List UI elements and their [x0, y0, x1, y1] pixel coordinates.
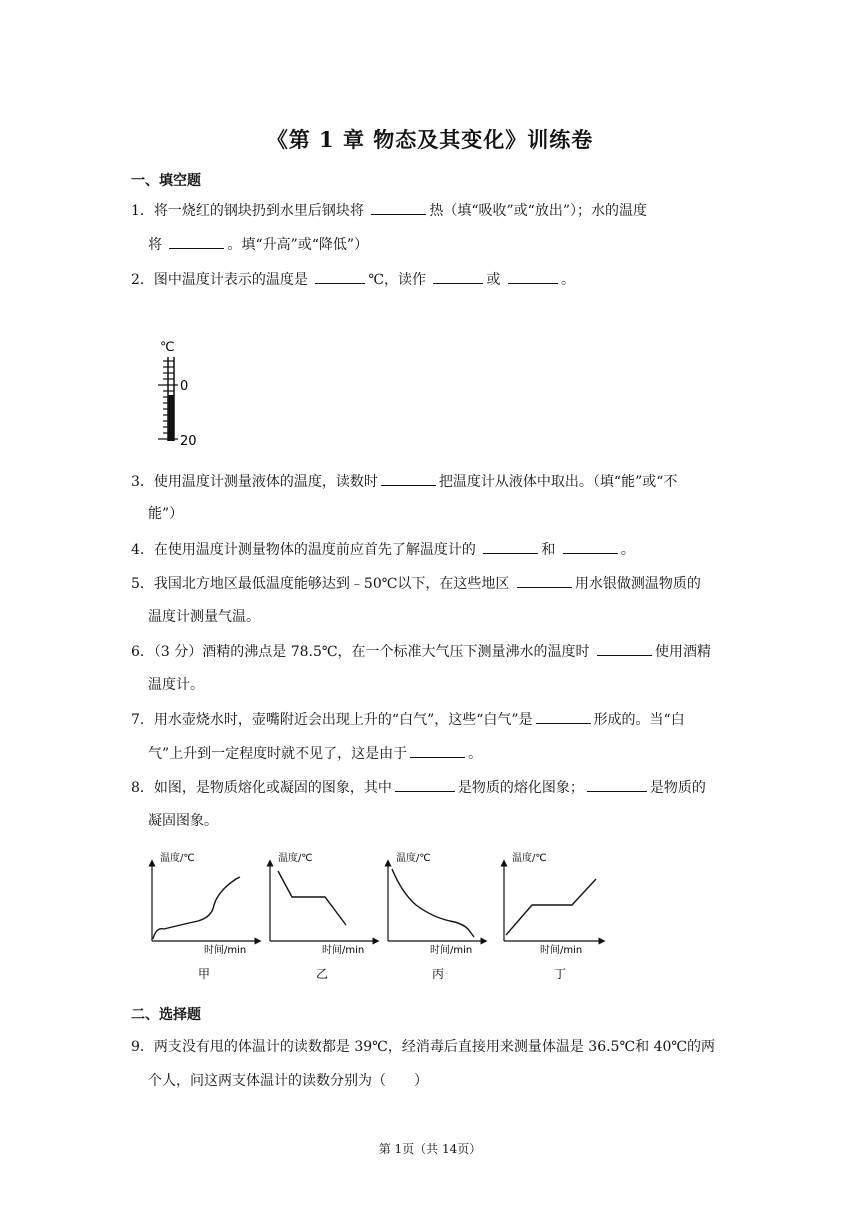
question-text: 。填“升高”或“降低”） [227, 237, 369, 253]
graph-ylabel: 温度/℃ [396, 853, 431, 864]
graph-label-jia: 甲 [198, 967, 211, 981]
answer-blank[interactable] [433, 269, 483, 284]
graph-ylabel: 温度/℃ [278, 853, 313, 864]
question-text: 将 [148, 237, 167, 253]
question-text: 形成的。当“白 [593, 712, 685, 728]
question-5-line-2: 温度计测量气温。 [148, 609, 260, 625]
question-text: 或 [486, 272, 505, 288]
answer-blank[interactable] [536, 709, 591, 724]
answer-blank[interactable] [371, 200, 426, 215]
thermometer-label-zero: 0 [180, 379, 189, 394]
question-text: 用水银做测温物质的 [574, 576, 701, 592]
section-heading-choice: 二、选择题 [131, 1007, 201, 1023]
question-text: 是物质的熔化图象； [457, 780, 584, 796]
graph-xlabel: 时间/min [430, 945, 473, 956]
question-text: 是物质的 [649, 780, 706, 796]
answer-blank[interactable] [587, 777, 647, 792]
graph-bing [388, 851, 484, 981]
graph-ding [504, 851, 602, 981]
question-9-line-2: 个人，问这两支体温计的读数分别为（ ） [148, 1073, 428, 1089]
answer-blank[interactable] [410, 743, 465, 758]
graph-label-bing: 丙 [432, 967, 445, 981]
page-title: 《第 1 章 物态及其变化》训练卷 [266, 127, 594, 152]
question-text: 7．用水壶烧水时，壶嘴附近会出现上升的“白气”，这些“白气”是 [131, 712, 533, 728]
graph-ylabel: 温度/℃ [160, 853, 195, 864]
question-text: ℃，读作 [368, 272, 431, 288]
question-1-line-1 [131, 200, 647, 221]
phase-change-graphs [140, 843, 620, 988]
question-8-line-2: 凝固图象。 [148, 813, 218, 829]
answer-blank[interactable] [381, 471, 436, 486]
question-text: 。 [468, 746, 483, 762]
answer-blank[interactable] [315, 269, 365, 284]
graph-label-ding: 丁 [554, 967, 567, 981]
question-6-line-1 [131, 641, 711, 662]
page-footer: 第 1页（共 14页） [378, 1142, 482, 1156]
answer-blank[interactable] [563, 539, 618, 554]
thermometer-label-bottom: 20 [180, 434, 197, 448]
question-8-line-1 [131, 777, 706, 798]
answer-blank[interactable] [517, 573, 572, 588]
graph-xlabel: 时间/min [322, 945, 365, 956]
question-text: 。 [560, 272, 575, 288]
graph-xlabel: 时间/min [540, 945, 583, 956]
question-text: 6．（3 分）酒精的沸点是 78.5℃，在一个标准大气压下测量沸水的温度时 [131, 644, 594, 660]
question-1-line-2 [148, 234, 368, 255]
question-3-line-1 [131, 471, 677, 492]
question-text: 5．我国北方地区最低温度能够达到﹣50℃以下，在这些地区 [131, 576, 514, 592]
question-text: 把温度计从液体中取出。（填“能”或“不 [438, 474, 678, 490]
answer-blank[interactable] [508, 269, 558, 284]
section-heading-fill-blank: 一、填空题 [131, 173, 201, 189]
graph-jia [152, 851, 258, 981]
question-text: 1．将一烧红的钢块扔到水里后钢块将 [131, 203, 369, 219]
question-9-line-1: 9．两支没有甩的体温计的读数都是 39℃，经消毒后直接用来测量体温是 36.5℃和 40℃的两 [131, 1039, 716, 1055]
question-text: 8．如图，是物质熔化或凝固的图象，其中 [131, 780, 392, 796]
question-text: 2．图中温度计表示的温度是 [131, 272, 313, 288]
question-text: 。 [620, 542, 635, 558]
question-4 [131, 539, 635, 560]
graph-label-yi: 乙 [316, 967, 329, 981]
question-text: 热（填“吸收”或“放出”）；水的温度 [429, 203, 647, 219]
graph-yi [270, 851, 376, 981]
answer-blank[interactable] [395, 777, 455, 792]
answer-blank[interactable] [483, 539, 538, 554]
thermometer-unit: ℃ [160, 340, 175, 355]
question-5-line-1 [131, 573, 701, 594]
question-text: 和 [541, 542, 560, 558]
question-text: 气”上升到一定程度时就不见了，这是由于 [148, 746, 408, 762]
question-text: 4．在使用温度计测量物体的温度前应首先了解温度计的 [131, 542, 481, 558]
thermometer-figure [150, 333, 210, 448]
graph-ylabel: 温度/℃ [512, 853, 547, 864]
question-6-line-2: 温度计。 [148, 677, 204, 693]
question-text: 使用酒精 [655, 644, 711, 660]
graph-xlabel: 时间/min [204, 945, 247, 956]
question-7-line-1 [131, 709, 685, 730]
question-3-line-2: 能”） [148, 506, 184, 522]
answer-blank[interactable] [597, 641, 652, 656]
answer-blank[interactable] [169, 234, 224, 249]
question-text: 3．使用温度计测量液体的温度，读数时 [131, 474, 378, 490]
question-2 [131, 269, 575, 290]
question-7-line-2 [148, 743, 482, 764]
